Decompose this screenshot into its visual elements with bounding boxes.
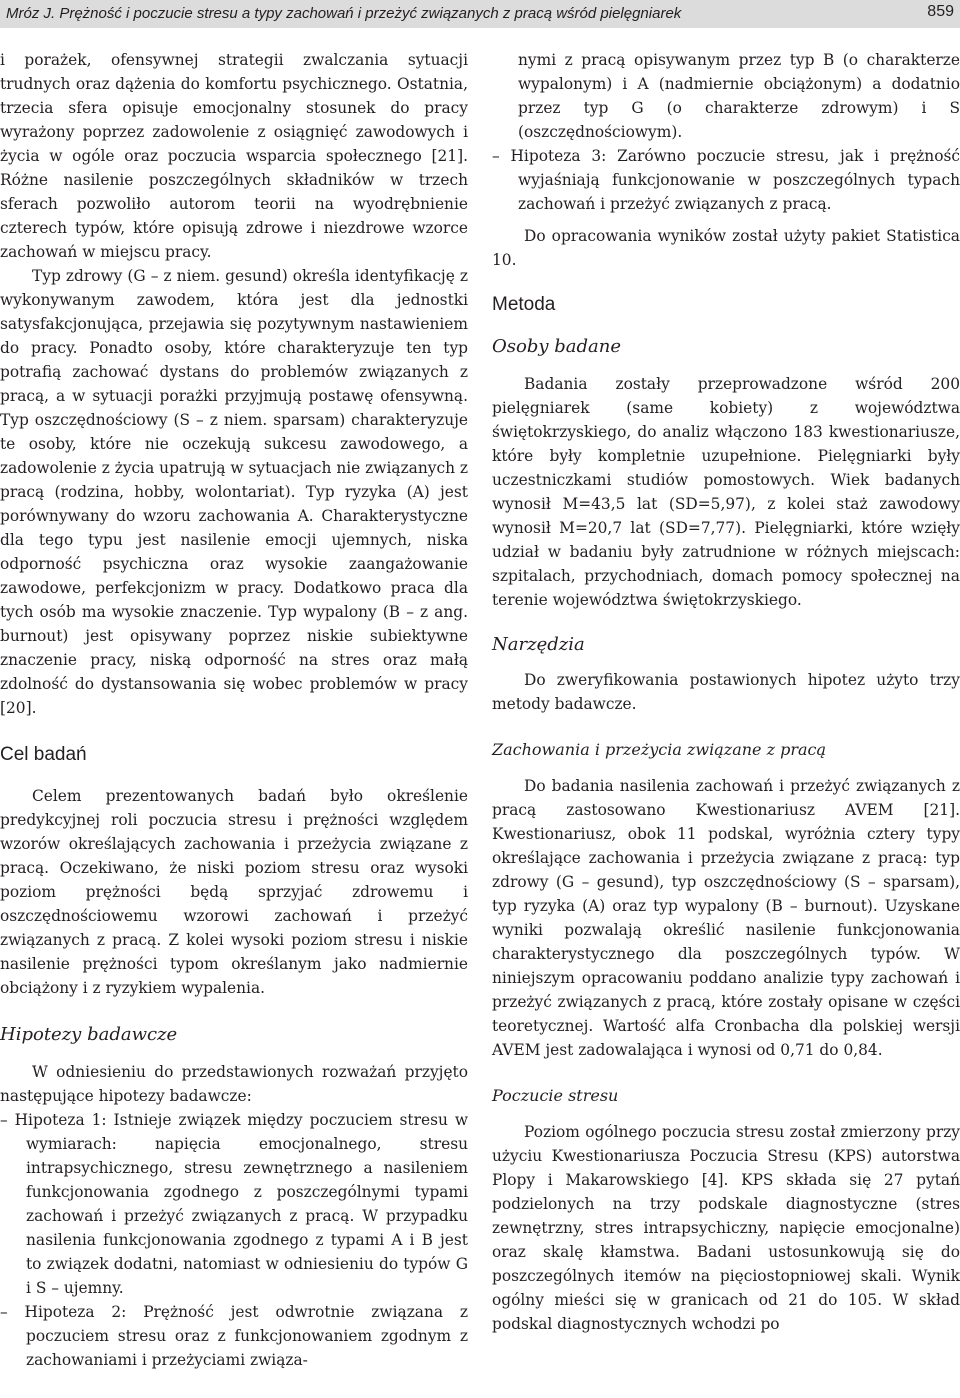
paragraph-avem: Do badania nasilenia zachowań i przeżyć związanych z pracą zastosowano Kwestionariusz AVEM [21]. Kwestionariusz, obok 11 podskal, wyróżnia cztery typy określające zachowania i przeżycia związane z pracą: typ zdrowy (G – gesund), typ oszczędnościowy (S – sparsam), typ ryzyka (A) oraz typ wypalony (B – burnout). Uzyskane wyniki pozwalają określić nasilenie funkcjonowania charakterystycznego dla poszczególnych typów. W niniejszym opracowaniu poddano analizie typy zachowań i przeżyć związanych z pracą, które zostały opisane w części teoretycznej. Wartość alfa Cronbacha dla polskiej wersji AVEM jest zadowalająca i wynosi od 0,71 do 0,84. [492,777,960,1059]
right-column [492,48,960,1336]
paragraph-hipotezy-intro: W odniesieniu do przedstawionych rozważań przyjęto następujące hipotezy badawcze: [0,1063,468,1105]
list-item-hipoteza-1: – Hipoteza 1: Istnieje związek między poczuciem stresu w wymiarach: napięcia emocjonalnego, stresu intrapsychicznego, stresu zewnętrznego a nasileniem funkcjonowania zgodnego z poszczególnymi typami zachowań i przeżyć związanych z pracą. W przypadku nasilenia funkcjonowania zgodnego z typami A i B jest to związek dodatni, natomiast w odniesieniu do typów G i S – ujemny. [0,1111,468,1297]
heading-cel-badan: Cel badań [0,744,87,765]
paragraph-cel: Celem prezentowanych badań było określenie predykcyjnej roli poczucia stresu i prężności względem wzorów określających zachowania i przeżycia związane z pracą. Oczekiwano, że niski poziom stresu oraz wysoki poziom prężności będą sprzyjać zdrowemu i oszczędnościowemu wzorowi zachowań i przeżyć związanych z pracą. Z kolei wysoki poziom stresu i niskie nasilenie prężności typom określanym jako nadmiernie obciążony i z ryzykiem wypalenia. [0,787,468,997]
list-item-hipoteza-2-cont: nymi z pracą opisywanym przez typ B (o charakterze wypalonym) i A (nadmiernie obciążonym) a dodatnio przez typ G (o charakterze zdrowym) i S (oszczędnościowym). [518,51,960,141]
hypothesis-list-continued [492,48,960,216]
heading-zachowania: Zachowania i przeżycia związane z pracą [492,740,827,759]
paragraph-typy: Typ zdrowy (G – z niem. gesund) określa identyfikację z wykonywanym zawodem, która jest dla jednostki satysfakcjonująca, przejawia się pozytywnym nastawieniem do pracy. Ponadto osoby, które charakteryzuje ten typ potrafią zachować dystans do problemów związanych z pracą, a w sytuacji porażki przyjmują postawę ofensywną. Typ oszczędnościowy (S – z niem. sparsam) charakteryzuje te osoby, które nie oczekują sukcesu zawodowego, a zadowolenie z życia upatrują w sytuacjach nie związanych z pracą (rodzina, hobby, wolontariat). Typ ryzyka (A) jest porównywany do wzoru zachowania A. Charakterystyczne dla tego typu jest nasilenie emocji ujemnych, niska odporność psychiczna oraz wysokie zaangażowanie zawodowe, perfekcjonizm w pracy. Dodatkowo praca dla tych osób ma wysokie znaczenie. Typ wypalony (B – z ang. burnout) jest opisywany poprzez niskie subiektywne znaczenie pracy, niską odporność na stres oraz małą zdolność do dystansowania się wobec problemów w pracy [20]. [0,267,468,717]
heading-narzedzia: Narzędzia [492,634,585,655]
left-column [0,48,468,1372]
hypothesis-list [0,1108,468,1372]
heading-poczucie-stresu: Poczucie stresu [492,1086,619,1105]
running-head-title: Mróz J. Prężność i poczucie stresu a typy zachowań i przeżyć związanych z pracą wśród pielęgniarek [6,5,682,22]
paragraph-kps: Poziom ogólnego poczucia stresu został zmierzony przy użyciu Kwestionariusza Poczucia Stresu (KPS) autorstwa Plopy i Makarowskiego [4]. KPS składa się 27 pytań podzielonych na trzy podskale diagnostyczne (stres zewnętrzny, stres intrapsychiczny, napięcie emocjonalne) oraz skalę kłamstwa. Badani ustosunkowują się do poszczególnych itemów na pięciostopniowej skali. Wynik ogólny mieści się w granicach od 21 do 105. W skład podskal diagnostycznych wchodzi po [492,1123,960,1333]
heading-hipotezy: Hipotezy badawcze [0,1024,178,1045]
page-number: 859 [927,3,954,20]
paragraph-statistica: Do opracowania wyników został użyty pakiet Statistica 10. [492,227,960,269]
paragraph-sfery: i porażek, ofensywnej strategii zwalczania sytuacji trudnych oraz dążenia do komfortu psychicznego. Ostatnia, trzecia sfera opisuje emocjonalny stosunek do pracy wyrażony poprzez zadowolenie z osiągnięć zawodowych i życia w ogóle oraz poczucia wsparcia społecznego [21]. Różne nasilenie poszczególnych składników w trzech sferach pozwoliło autorom teorii na wyodrębnienie czterech typów, które opisują zdrowe i niezdrowe wzorce zachowań w miejscu pracy. [0,51,468,261]
paragraph-narzedzia: Do zweryfikowania postawionych hipotez użyto trzy metody badawcze. [492,671,960,713]
heading-osoby-badane: Osoby badane [492,336,621,357]
list-item-hipoteza-3: – Hipoteza 3: Zarówno poczucie stresu, jak i prężność wyjaśniają funkcjonowanie w poszczególnych typach zachowań i przeżyć związanych z pracą. [492,147,960,213]
running-header [0,0,960,28]
list-item-hipoteza-2: – Hipoteza 2: Prężność jest odwrotnie związana z poczuciem stresu oraz z funkcjonowaniem zgodnym z zachowaniami i przeżyciami związa- [0,1303,468,1369]
paragraph-osoby: Badania zostały przeprowadzone wśród 200 pielęgniarek (same kobiety) z województwa świętokrzyskiego, do analiz włączono 183 kwestionariusze, które były kompletnie uzupełnione. Pielęgniarki były uczestniczkami studiów pomostowych. Wiek badanych wynosił M=43,5 lat (SD=5,97), z kolei staż zawodowy wynosił M=20,7 lat (SD=7,77). Pielęgniarki, które wzięły udział w badaniu były zatrudnione w różnych miejscach: szpitalach, przychodniach, domach pomocy społecznej na terenie województwa świętokrzyskiego. [492,375,960,609]
heading-metoda: Metoda [492,294,556,315]
